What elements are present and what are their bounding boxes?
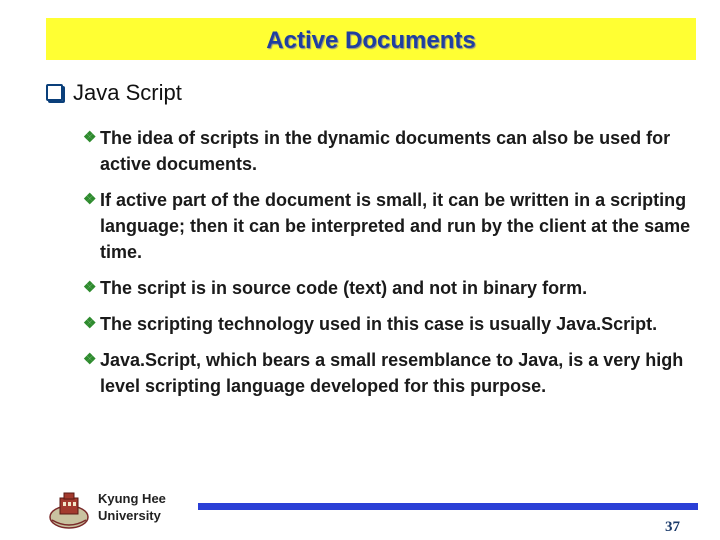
bullet-item [83, 275, 693, 301]
slide-title: Active Documents [266, 27, 476, 54]
university-logo-icon [48, 490, 90, 530]
bullet-text: The script is in source code (text) and not in binary form. [100, 278, 588, 298]
diamond-bullet-icon: ❖ [83, 191, 97, 208]
bullet-list [83, 125, 693, 409]
bullet-item [83, 125, 693, 177]
bullet-text: If active part of the document is small, it can be written in a scripting language; then it can be interpreted and run by the client at the same time. [100, 190, 691, 262]
heading-text: Java Script [73, 80, 182, 105]
university-line-1: Kyung Hee [98, 491, 166, 506]
title-bar [46, 18, 696, 60]
diamond-bullet-icon: ❖ [83, 315, 97, 332]
bullet-text: Java.Script, which bears a small resemblance to Java, is a very high level scripting language developed for this purpose. [100, 350, 684, 396]
bullet-item [83, 347, 693, 399]
footer-rule [198, 503, 698, 510]
page-number: 37 [665, 519, 680, 535]
bullet-text: The scripting technology used in this case is usually Java.Script. [100, 314, 658, 334]
university-line-2: University [98, 508, 161, 523]
bullet-item [83, 311, 693, 337]
diamond-bullet-icon: ❖ [83, 351, 97, 368]
diamond-bullet-icon: ❖ [83, 279, 97, 296]
bullet-item [83, 187, 693, 265]
section-heading [46, 80, 182, 106]
diamond-bullet-icon: ❖ [83, 129, 97, 146]
checkbox-bullet-icon [46, 84, 63, 101]
university-name [98, 490, 166, 524]
bullet-text: The idea of scripts in the dynamic documents can also be used for active documents. [100, 128, 671, 174]
